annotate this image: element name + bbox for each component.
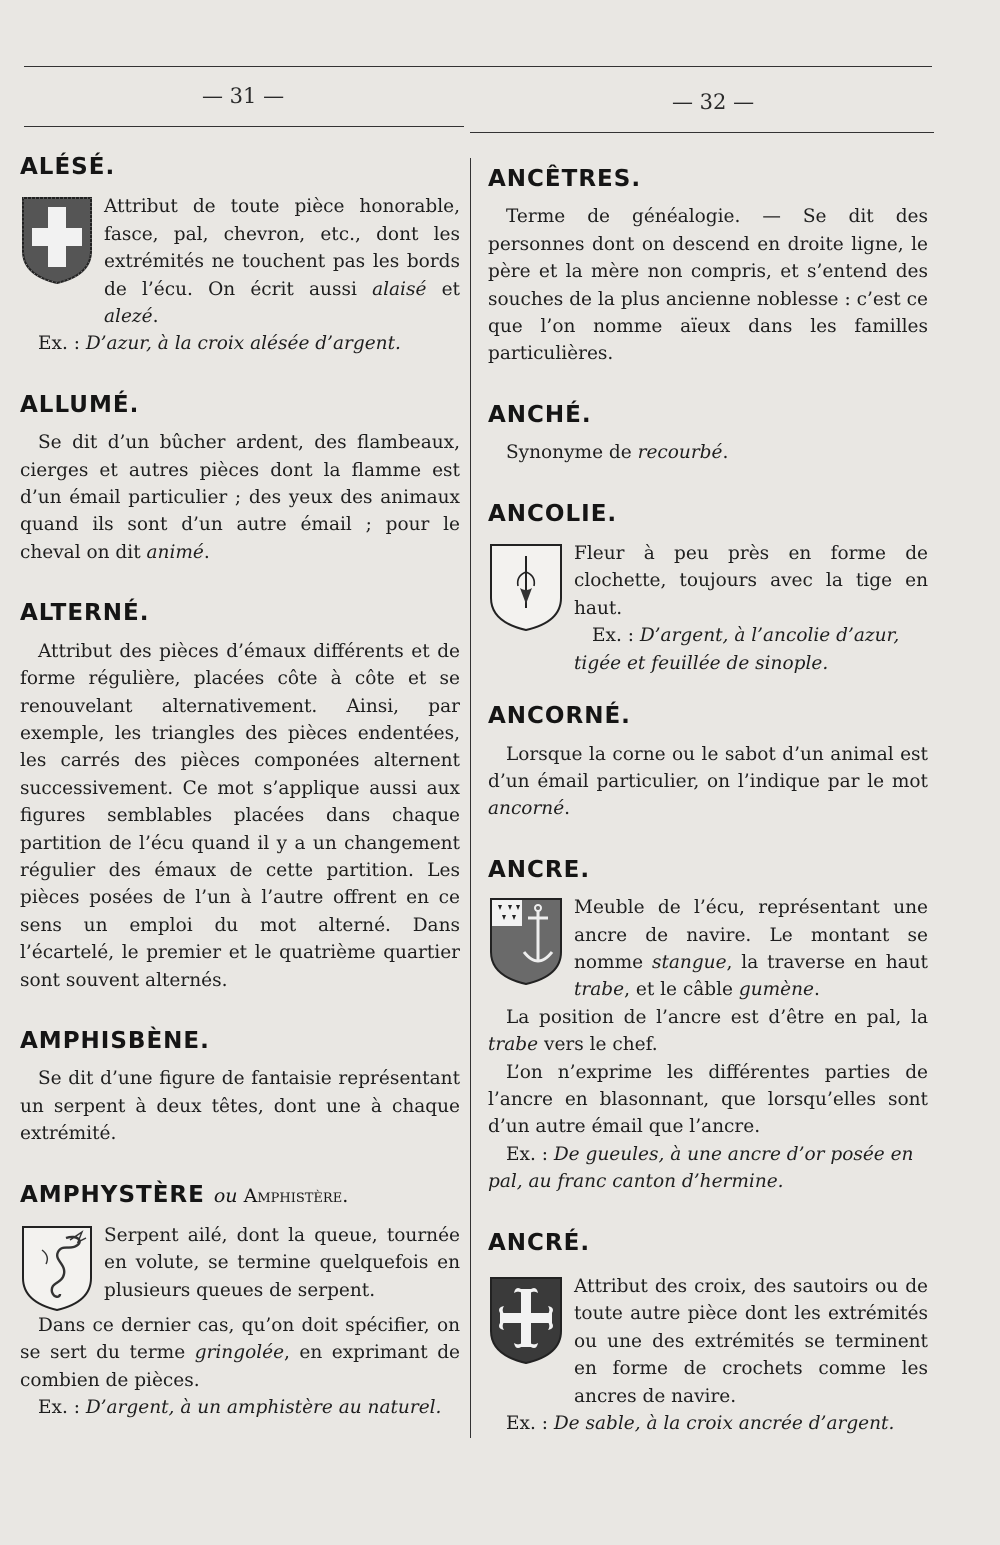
header-rule-right	[470, 132, 934, 133]
right-column	[488, 166, 928, 1437]
headword: ANCÊTRES.	[488, 166, 642, 192]
column-divider	[470, 158, 471, 1438]
entry-text: Synonyme de	[506, 442, 632, 464]
example-label: Ex. :	[592, 625, 634, 647]
headword: ANCRE.	[488, 856, 591, 883]
headword: ANCOLIE.	[488, 500, 618, 527]
headword: ANCHÉ.	[488, 401, 592, 428]
example-text: De gueules, à une ancre d’or posée en pal, au franc canton d’hermine.	[488, 1143, 914, 1193]
entry-ancetres	[488, 166, 928, 368]
entry-allume: ALLUMÉ. Se dit d’un bûcher ardent, des flambeaux, cierges et autres pièces dont la flamme est d’un émail particulier ; des yeux des animaux quand ils sont d’un autre émail ; pour le cheval on dit animé.	[20, 391, 460, 563]
headword: ALTERNÉ.	[20, 600, 150, 627]
example-label: Ex. :	[506, 1413, 548, 1435]
page-number-left: — 31 —	[202, 84, 285, 108]
headword: ANCRÉ.	[488, 1229, 591, 1256]
example-label: Ex. :	[38, 1397, 80, 1419]
headword: ALLUMÉ.	[20, 391, 140, 418]
cross-moline-shield-icon	[488, 1275, 564, 1365]
entry-ancre: ANCRE. Meuble de l’écu, représentant une ancre de navire. Le montant se nomme stangue, la traverse en haut trabe, et le câble gumène. La position de l’ancre est d’être en pal, la trabe vers le chef. L’on n’exprime les différentes parties de l’ancre en blasonnant, que lorsqu’elles sont d’un autre émail que l’ancre. Ex. : De gueules, à une ancre d’or posée en pal, au franc canton d’hermine.	[488, 856, 928, 1193]
variant-italic: alezé	[104, 306, 153, 328]
example-label: Ex. :	[38, 333, 80, 355]
headword: ANCORNÉ.	[488, 703, 631, 730]
columbine-shield-icon	[488, 542, 564, 632]
entry-text: Se dit d’une figure de fantaisie représentant un serpent à deux têtes, dont une à chaque extrémité.	[20, 1068, 460, 1145]
headword: AMPHYSTÈRE	[20, 1181, 205, 1208]
entry-text: Serpent ailé, dont la queue, tournée en volute, se termine quelquefois en plusieurs queues de serpent.	[104, 1225, 460, 1301]
anchor-shield-icon	[488, 896, 564, 986]
entry-text: Lorsque la corne ou le sabot d’un animal est d’un émail particulier, on l’indique par le mot	[488, 743, 928, 792]
entry-text: Fleur à peu près en forme de clochette, toujours avec la tige en haut.	[574, 543, 928, 619]
serpent-shield-icon	[20, 1224, 94, 1312]
entry-amphystere: AMPHYSTÈRE ou Amphistère. Serpent ailé, dont la queue, tournée en volute, se termine quelquefois en plusieurs queues de serpent. Dans ce dernier cas, qu’on doit spécifier, on se sert du terme gringolée, en exprimant de combien de pièces. Ex. : D’argent, à un amphistère au naturel.	[20, 1181, 460, 1419]
entry-text: Terme de généalogie. — Se dit des personnes dont on descend en droite ligne, le père et la mère non compris, et s’entend des souches de la plus ancienne noblesse : c’est ce que l’on nomme aïeux dans les familles particulières.	[488, 206, 928, 365]
headword-alt: Amphistère.	[243, 1184, 349, 1207]
entry-amphisbene	[20, 1028, 460, 1148]
entry-text: Attribut des croix, des sautoirs ou de toute autre pièce dont les extrémités ou une des extrémités se terminent en forme de crochets comme les ancres de navire.	[574, 1276, 928, 1407]
entry-ancre-attribut	[488, 1230, 928, 1438]
example-text: D’argent, à un amphistère au naturel.	[85, 1397, 442, 1419]
entry-text: Meuble de l’écu, représentant une ancre de navire. Le montant se nomme	[574, 897, 928, 973]
shield-cross-icon	[20, 195, 94, 285]
left-column	[20, 154, 460, 1422]
entry-ancorne: ANCORNÉ. Lorsque la corne ou le sabot d’un animal est d’un émail particulier, on l’indique par le mot ancorné.	[488, 703, 928, 820]
header-rule-left	[24, 126, 464, 127]
example-text: D’azur, à la croix alésée d’argent.	[85, 333, 401, 355]
entry-text: Attribut de toute pièce honorable, fasce, pal, chevron, etc., dont les extrémités ne touchent pas les bords de l’écu. On écrit aussi	[104, 196, 460, 300]
example-label: Ex. :	[506, 1143, 548, 1165]
headword: AMPHISBÈNE.	[20, 1027, 210, 1054]
example-text: De sable, à la croix ancrée d’argent.	[553, 1413, 895, 1435]
entry-anche: ANCHÉ. Synonyme de recourbé.	[488, 402, 928, 467]
top-rule	[24, 66, 932, 67]
entry-ancolie	[488, 501, 928, 677]
entry-alese: ALÉSÉ. Attribut de toute pièce honorable, fasce, pal, chevron, etc., dont les extrémités ne touchent pas les bords de l’écu. On écrit aussi alaisé et alezé. Ex. : D’azur, à la croix alésée d’argent.	[20, 154, 460, 355]
example-text: D’argent, à l’ancolie d’azur, tigée et feuillée de sinople.	[574, 625, 900, 674]
entry-text: Attribut des pièces d’émaux différents et de forme régulière, placées côte à côte et se renouvelant alternativement. Ainsi, par exemple, les triangles des pièces endentées, les carrés des pièces componées alternent successivement. Ce mot s’applique aussi aux figures semblables placées dans chaque partition de l’écu quand il y a un changement régulier des émaux de cette partition. Les pièces posées de l’un à l’autre offrent en ce sens un emploi du mot alterné. Dans l’écartelé, le premier et le quatrième quartier sont souvent alternés.	[20, 640, 460, 991]
variant-italic: alaisé	[372, 278, 427, 300]
headword: ALÉSÉ.	[20, 154, 116, 180]
entry-alterne	[20, 600, 460, 994]
page-number-right: — 32 —	[672, 90, 755, 114]
entry-text: Se dit d’un bûcher ardent, des flambeaux, cierges et autres pièces dont la flamme est d’un émail particulier ; des yeux des animaux quand ils sont d’un autre émail ; pour le cheval on dit	[20, 432, 460, 563]
